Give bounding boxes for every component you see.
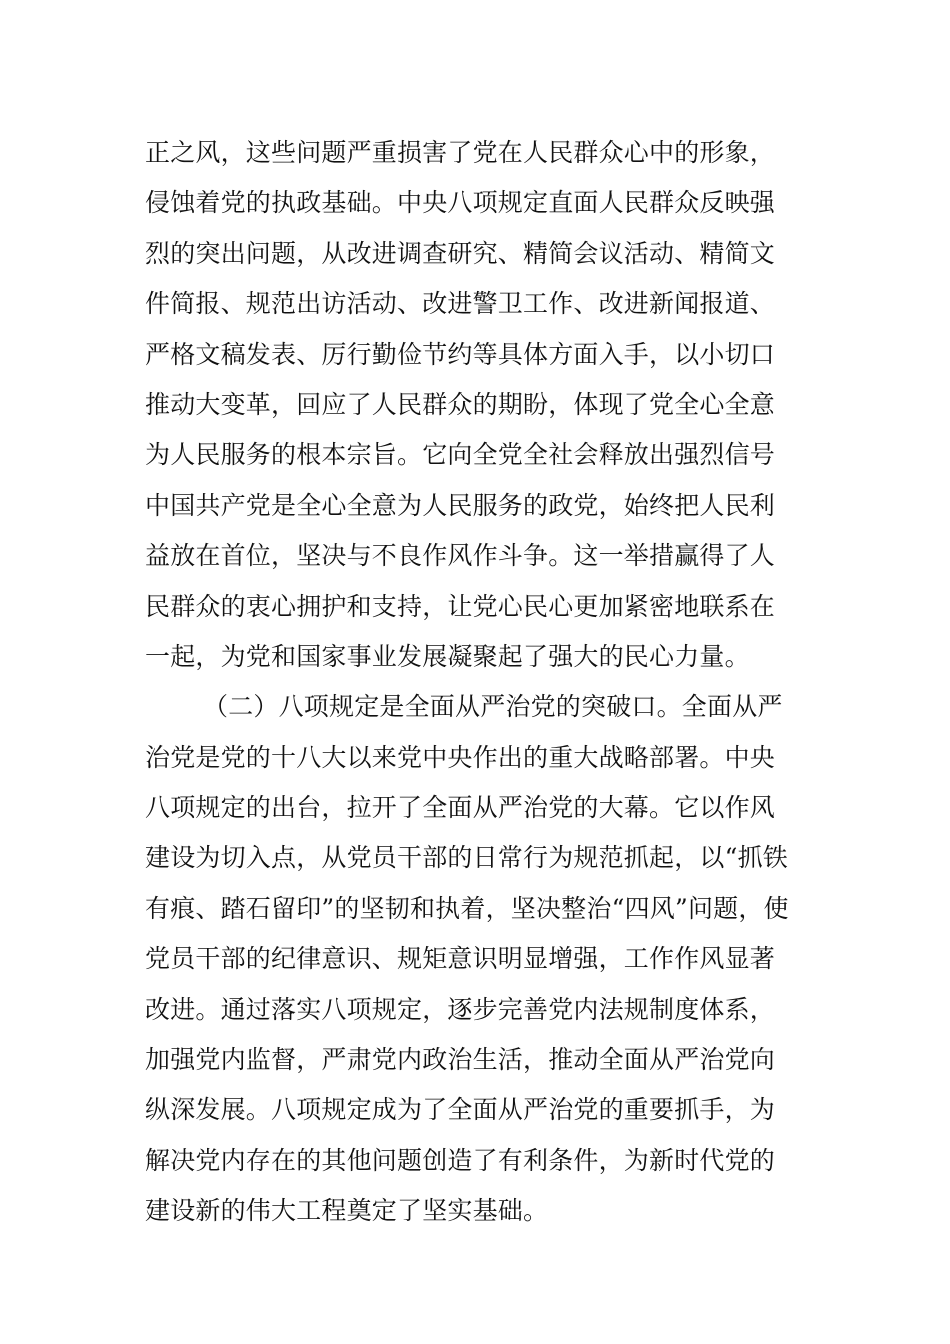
text-line: 治党是党的十八大以来党中央作出的重大战略部署。中央 [145,742,776,772]
text-line: 纵深发展。八项规定成为了全面从严治党的重要抓手，为 [145,1095,776,1125]
text-line: 件简报、规范出访活动、改进警卫工作、改进新闻报道、 [145,289,776,319]
text-line: 烈的突出问题，从改进调查研究、精简会议活动、精简文 [145,238,776,268]
text-line: 民群众的衷心拥护和支持，让党心民心更加紧密地联系在 [145,591,776,621]
text-line: 党员干部的纪律意识、规矩意识明显增强，工作作风显著 [145,944,776,974]
text-line: 加强党内监督，严肃党内政治生活，推动全面从严治党向 [145,1045,776,1075]
text-line: 改进。通过落实八项规定，逐步完善党内法规制度体系， [145,994,776,1024]
section-heading-line: （二）八项规定是全面从严治党的突破口。全面从严 [203,692,783,722]
text-line: 严格文稿发表、厉行勤俭节约等具体方面入手，以小切口 [145,339,776,369]
text-line: 一起，为党和国家事业发展凝聚起了强大的民心力量。 [145,641,750,671]
text-line: 中国共产党是全心全意为人民服务的政党，始终把人民利 [145,490,776,520]
text-line: 八项规定的出台，拉开了全面从严治党的大幕。它以作风 [145,793,776,823]
text-line: 侵蚀着党的执政基础。中央八项规定直面人民群众反映强 [145,188,776,218]
text-line: 有痕、踏石留印”的坚韧和执着，坚决整治“四风”问题，使 [145,893,789,923]
text-line: 解决党内存在的其他问题创造了有利条件，为新时代党的 [145,1145,776,1175]
text-line: 正之风，这些问题严重损害了党在人民群众心中的形象， [145,138,776,167]
body-text [145,128,810,1237]
text-line: 建设为切入点，从党员干部的日常行为规范抓起，以“抓铁 [145,843,788,873]
text-line: 益放在首位，坚决与不良作风作斗争。这一举措赢得了人 [145,541,776,571]
text-line: 推动大变革，回应了人民群众的期盼，体现了党全心全意 [145,389,776,419]
text-line: 建设新的伟大工程奠定了坚实基础。 [145,1196,549,1226]
text-line: 为人民服务的根本宗旨。它向全党全社会释放出强烈信号 [145,440,776,470]
